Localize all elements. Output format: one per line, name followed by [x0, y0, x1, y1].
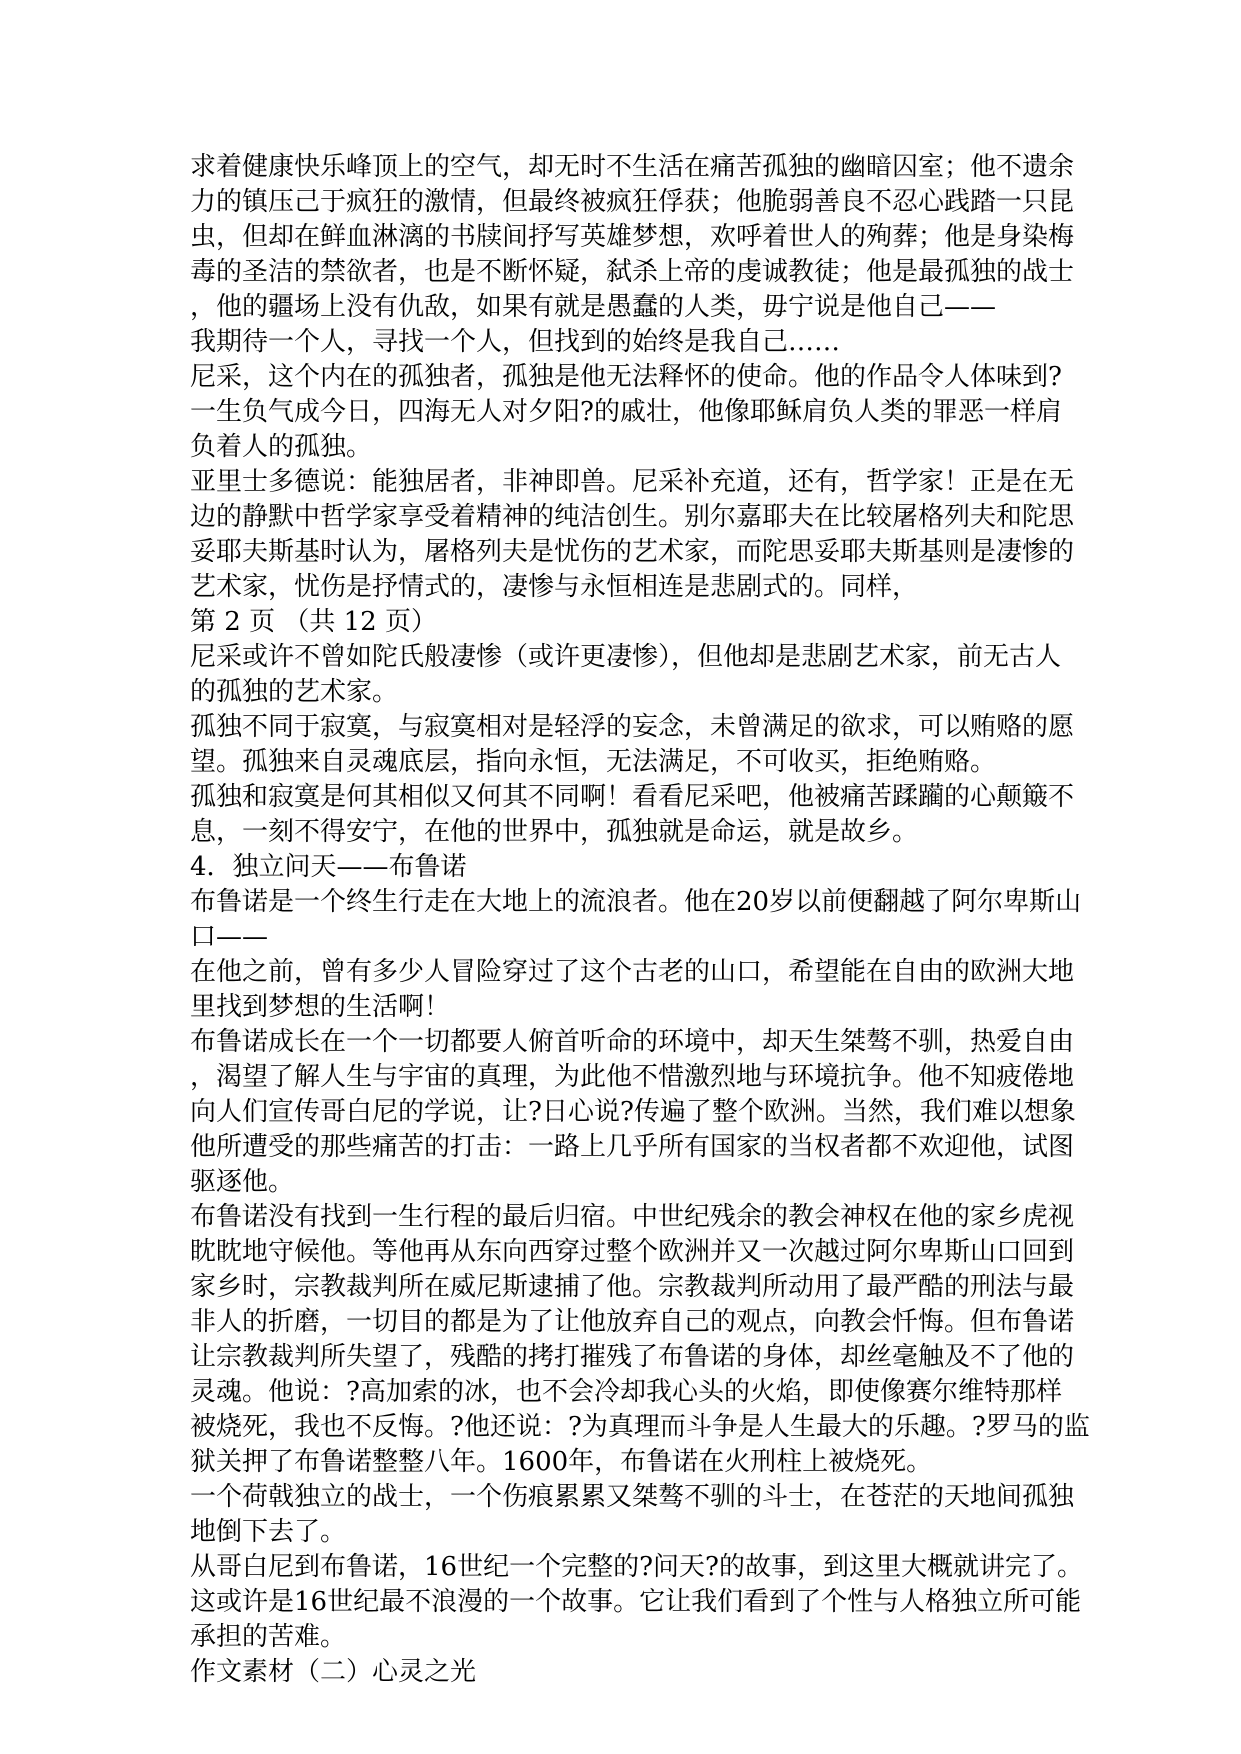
text-line: 里找到梦想的生活啊！	[190, 992, 451, 1022]
text-line: 布鲁诺是一个终生行走在大地上的流浪者。他在20岁以前便翻越了阿尔卑斯山	[190, 887, 1082, 917]
text-line: 承担的苦难。	[190, 1622, 347, 1652]
text-line: 家乡时，宗教裁判所在威尼斯逮捕了他。宗教裁判所动用了最严酷的刑法与最	[190, 1272, 1075, 1302]
section-heading: 作文素材（二）心灵之光	[190, 1657, 477, 1687]
text-line: 尼采或许不曾如陀氏般凄惨（或许更凄惨），但他却是悲剧艺术家，前无古人	[190, 642, 1062, 672]
text-line: 毒的圣洁的禁欲者，也是不断怀疑，弑杀上帝的虔诚教徒；他是最孤独的战士	[190, 257, 1075, 287]
text-line: 望。孤独来自灵魂底层，指向永恒，无法满足，不可收买，拒绝贿赂。	[190, 747, 997, 777]
text-line: 我期待一个人，寻找一个人，但找到的始终是我自己……	[190, 327, 841, 357]
text-line: ，他的疆场上没有仇敌，如果有就是愚蠢的人类，毋宁说是他自己——	[190, 292, 997, 322]
text-line: 向人们宣传哥白尼的学说，让?日心说?传遍了整个欧洲。当然，我们难以想象	[190, 1097, 1076, 1127]
text-line: 被烧死，我也不反悔。?他还说：?为真理而斗争是人生最大的乐趣。?罗马的监	[190, 1412, 1090, 1442]
page-number: 第 2 页 （共 12 页）	[190, 607, 437, 637]
text-line: 他所遭受的那些痛苦的打击：一路上几乎所有国家的当权者都不欢迎他，试图	[190, 1132, 1075, 1162]
text-line: 布鲁诺没有找到一生行程的最后归宿。中世纪残余的教会神权在他的家乡虎视	[190, 1202, 1075, 1232]
text-line: 虫，但却在鲜血淋漓的书牍间抒写英雄梦想，欢呼着世人的殉葬；他是身染梅	[190, 222, 1075, 252]
text-line: 布鲁诺成长在一个一切都要人俯首听命的环境中，却天生桀骜不驯，热爱自由	[190, 1027, 1075, 1057]
text-line: 灵魂。他说：?高加索的冰，也不会冷却我心头的火焰，即使像赛尔维特那样	[190, 1377, 1062, 1407]
text-line: 非人的折磨，一切目的都是为了让他放弃自己的观点，向教会忏悔。但布鲁诺	[190, 1307, 1075, 1337]
text-line: 口——	[190, 922, 269, 952]
text-line: 眈眈地守候他。等他再从东向西穿过整个欧洲并又一次越过阿尔卑斯山口回到	[190, 1237, 1075, 1267]
text-line: 边的静默中哲学家享受着精神的纯洁创生。别尔嘉耶夫在比较屠格列夫和陀思	[190, 502, 1075, 532]
text-line: ，渴望了解人生与宇宙的真理，为此他不惜激烈地与环境抗争。他不知疲倦地	[190, 1062, 1075, 1092]
text-line: 息，一刻不得安宁，在他的世界中，孤独就是命运，就是故乡。	[190, 817, 919, 847]
text-line: 负着人的孤独。	[190, 432, 373, 462]
text-line: 求着健康快乐峰顶上的空气，却无时不生活在痛苦孤独的幽暗囚室；他不遗余	[190, 152, 1075, 182]
text-line: 妥耶夫斯基时认为，屠格列夫是忧伤的艺术家，而陀思妥耶夫斯基则是凄惨的	[190, 537, 1075, 567]
text-line: 孤独不同于寂寞，与寂寞相对是轻浮的妄念，未曾满足的欲求，可以贿赂的愿	[190, 712, 1075, 742]
text-line: 一生负气成今日，四海无人对夕阳?的戚壮，他像耶稣肩负人类的罪恶一样肩	[190, 397, 1062, 427]
text-line: 狱关押了布鲁诺整整八年。1600年，布鲁诺在火刑柱上被烧死。	[190, 1447, 933, 1477]
text-line: 让宗教裁判所失望了，残酷的拷打摧残了布鲁诺的身体，却丝毫触及不了他的	[190, 1342, 1075, 1372]
text-line: 孤独和寂寞是何其相似又何其不同啊！看看尼采吧，他被痛苦蹂躏的心颠簸不	[190, 782, 1075, 812]
text-line: 驱逐他。	[190, 1167, 295, 1197]
text-line: 尼采，这个内在的孤独者，孤独是他无法释怀的使命。他的作品令人体味到?	[190, 362, 1062, 392]
text-line: 亚里士多德说：能独居者，非神即兽。尼采补充道，还有，哲学家！正是在无	[190, 467, 1075, 497]
text-line: 力的镇压己于疯狂的激情，但最终被疯狂俘获；他脆弱善良不忍心践踏一只昆	[190, 187, 1075, 217]
document-body	[190, 150, 1090, 1690]
text-line: 这或许是16世纪最不浪漫的一个故事。它让我们看到了个性与人格独立所可能	[190, 1587, 1082, 1617]
text-line: 的孤独的艺术家。	[190, 677, 399, 707]
text-line: 艺术家，忧伤是抒情式的，凄惨与永恒相连是悲剧式的。同样，	[190, 572, 919, 602]
text-line: 在他之前，曾有多少人冒险穿过了这个古老的山口，希望能在自由的欧洲大地	[190, 957, 1075, 987]
section-heading: 4．独立问天——布鲁诺	[190, 852, 467, 882]
text-line: 一个荷戟独立的战士，一个伤痕累累又桀骜不驯的斗士，在苍茫的天地间孤独	[190, 1482, 1075, 1512]
text-line: 地倒下去了。	[190, 1517, 347, 1547]
text-line: 从哥白尼到布鲁诺，16世纪一个完整的?问天?的故事，到这里大概就讲完了。	[190, 1552, 1083, 1582]
